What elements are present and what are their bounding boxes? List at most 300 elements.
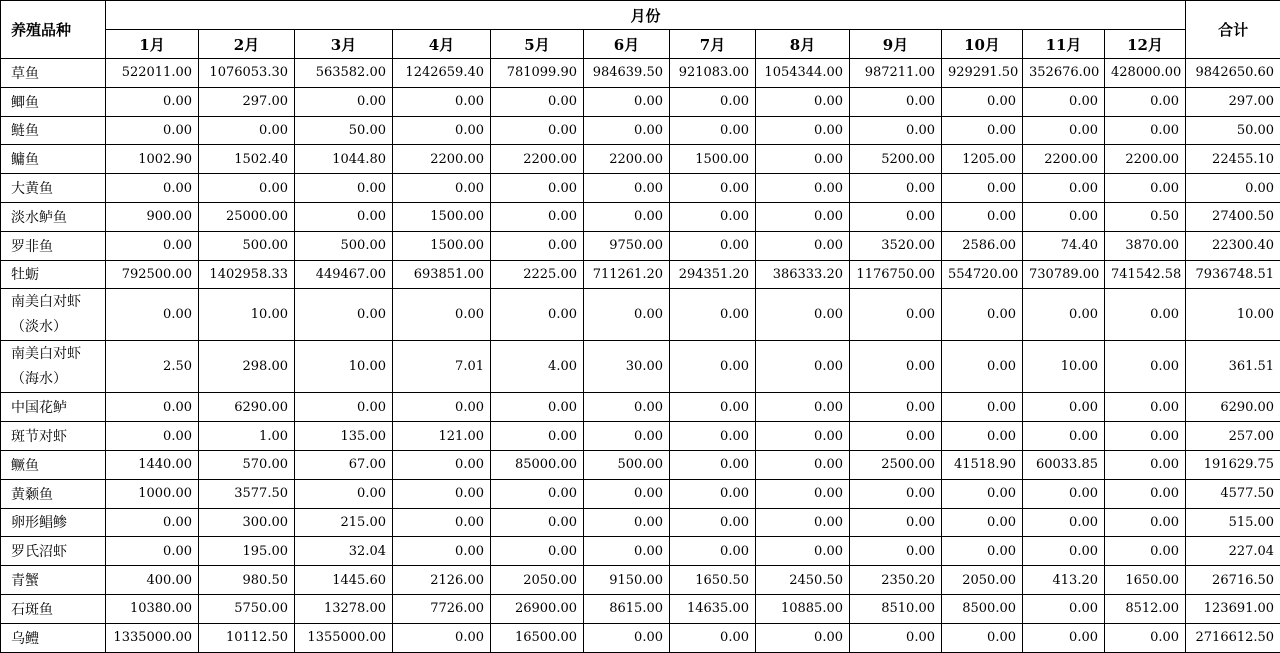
variety-name: 草鱼 — [1, 59, 106, 88]
month-value: 298.00 — [199, 341, 295, 393]
header-month-9: 9月 — [850, 30, 942, 59]
month-value: 8500.00 — [942, 594, 1023, 623]
month-value: 2200.00 — [393, 145, 491, 174]
month-value: 1044.80 — [295, 145, 393, 174]
table-row — [1, 594, 1280, 623]
month-value: 2500.00 — [850, 450, 942, 479]
month-value: 1650.50 — [670, 566, 756, 595]
month-value: 0.00 — [393, 116, 491, 145]
month-value: 25000.00 — [199, 202, 295, 231]
month-value: 0.00 — [584, 508, 670, 537]
month-value: 0.00 — [199, 116, 295, 145]
month-value: 0.00 — [584, 87, 670, 116]
month-value: 67.00 — [295, 450, 393, 479]
header-month-group: 月份 — [106, 1, 1186, 30]
header-month-2: 2月 — [199, 30, 295, 59]
month-value: 2126.00 — [393, 566, 491, 595]
month-value: 0.00 — [584, 202, 670, 231]
month-value: 0.00 — [1023, 289, 1105, 341]
month-value: 0.00 — [106, 393, 199, 422]
month-value: 10112.50 — [199, 623, 295, 652]
month-value: 0.00 — [756, 450, 850, 479]
month-value: 3577.50 — [199, 479, 295, 508]
variety-name: 石斑鱼 — [1, 594, 106, 623]
month-value: 0.00 — [756, 479, 850, 508]
month-value: 0.00 — [756, 341, 850, 393]
month-value: 0.00 — [393, 479, 491, 508]
month-value: 0.00 — [491, 116, 584, 145]
month-value: 0.00 — [393, 289, 491, 341]
month-value: 41518.90 — [942, 450, 1023, 479]
month-value: 0.00 — [942, 116, 1023, 145]
month-value: 0.00 — [1023, 537, 1105, 566]
month-value: 522011.00 — [106, 59, 199, 88]
month-value: 1650.00 — [1105, 566, 1186, 595]
month-value: 0.00 — [491, 508, 584, 537]
month-value: 0.00 — [1105, 116, 1186, 145]
month-value: 0.00 — [1023, 87, 1105, 116]
month-value: 0.00 — [393, 174, 491, 203]
month-value: 0.00 — [670, 341, 756, 393]
month-value: 0.00 — [106, 422, 199, 451]
month-value: 0.00 — [491, 537, 584, 566]
row-total: 9842650.60 — [1186, 59, 1280, 88]
month-value: 0.00 — [584, 116, 670, 145]
table-row — [1, 341, 1280, 393]
month-value: 0.00 — [756, 145, 850, 174]
month-value: 0.00 — [850, 174, 942, 203]
table-row — [1, 231, 1280, 260]
month-value: 14635.00 — [670, 594, 756, 623]
month-value: 352676.00 — [1023, 59, 1105, 88]
month-value: 0.00 — [670, 116, 756, 145]
row-total: 361.51 — [1186, 341, 1280, 393]
month-value: 0.00 — [106, 537, 199, 566]
table-row — [1, 479, 1280, 508]
month-value: 0.00 — [1023, 422, 1105, 451]
header-month-3: 3月 — [295, 30, 393, 59]
month-value: 0.00 — [393, 623, 491, 652]
month-value: 0.00 — [670, 393, 756, 422]
table-row — [1, 623, 1280, 652]
month-value: 0.00 — [584, 289, 670, 341]
header-total: 合计 — [1186, 1, 1280, 59]
month-value: 0.00 — [756, 422, 850, 451]
month-value: 0.00 — [1105, 508, 1186, 537]
month-value: 0.00 — [1105, 450, 1186, 479]
month-value: 987211.00 — [850, 59, 942, 88]
month-value: 0.00 — [670, 537, 756, 566]
month-value: 5200.00 — [850, 145, 942, 174]
month-value: 1002.90 — [106, 145, 199, 174]
month-value: 0.00 — [756, 87, 850, 116]
month-value: 7.01 — [393, 341, 491, 393]
month-value: 13278.00 — [295, 594, 393, 623]
month-value: 900.00 — [106, 202, 199, 231]
month-value: 0.00 — [756, 116, 850, 145]
month-value: 0.00 — [584, 422, 670, 451]
month-value: 0.00 — [942, 623, 1023, 652]
month-value: 0.00 — [491, 393, 584, 422]
month-value: 215.00 — [295, 508, 393, 537]
month-value: 16500.00 — [491, 623, 584, 652]
month-value: 2050.00 — [491, 566, 584, 595]
month-value: 1335000.00 — [106, 623, 199, 652]
row-total: 2716612.50 — [1186, 623, 1280, 652]
month-value: 0.00 — [106, 289, 199, 341]
month-value: 30.00 — [584, 341, 670, 393]
month-value: 1440.00 — [106, 450, 199, 479]
month-value: 0.00 — [199, 174, 295, 203]
variety-name: 罗非鱼 — [1, 231, 106, 260]
month-value: 0.00 — [295, 289, 393, 341]
month-value: 2050.00 — [942, 566, 1023, 595]
month-value: 9150.00 — [584, 566, 670, 595]
month-value: 0.00 — [295, 479, 393, 508]
month-value: 563582.00 — [295, 59, 393, 88]
month-value: 1242659.40 — [393, 59, 491, 88]
month-value: 0.00 — [942, 202, 1023, 231]
month-value: 0.00 — [670, 508, 756, 537]
month-value: 85000.00 — [491, 450, 584, 479]
variety-name-line1: 南美白对虾 — [11, 290, 99, 315]
month-value: 0.00 — [491, 202, 584, 231]
table-row — [1, 145, 1280, 174]
month-value: 0.00 — [584, 479, 670, 508]
month-value: 7726.00 — [393, 594, 491, 623]
variety-name: 淡水鲈鱼 — [1, 202, 106, 231]
month-value: 0.00 — [670, 87, 756, 116]
table-row — [1, 422, 1280, 451]
row-total: 7936748.51 — [1186, 260, 1280, 289]
variety-name: 牡蛎 — [1, 260, 106, 289]
row-total: 22455.10 — [1186, 145, 1280, 174]
month-value: 0.00 — [584, 623, 670, 652]
month-value: 0.00 — [584, 174, 670, 203]
month-value: 570.00 — [199, 450, 295, 479]
month-value: 0.00 — [1023, 174, 1105, 203]
month-value: 500.00 — [295, 231, 393, 260]
month-value: 0.00 — [670, 450, 756, 479]
month-value: 0.00 — [1023, 393, 1105, 422]
month-value: 0.00 — [491, 174, 584, 203]
row-total: 515.00 — [1186, 508, 1280, 537]
month-value: 1445.60 — [295, 566, 393, 595]
month-value: 2350.20 — [850, 566, 942, 595]
month-value: 0.00 — [942, 537, 1023, 566]
table-body — [1, 59, 1280, 653]
month-value: 0.00 — [942, 393, 1023, 422]
month-value: 1205.00 — [942, 145, 1023, 174]
variety-name: 罗氏沼虾 — [1, 537, 106, 566]
month-value: 0.00 — [670, 202, 756, 231]
month-value: 9750.00 — [584, 231, 670, 260]
header-variety: 养殖品种 — [1, 1, 106, 59]
variety-name: 斑节对虾 — [1, 422, 106, 451]
month-value: 0.00 — [850, 422, 942, 451]
month-value: 297.00 — [199, 87, 295, 116]
month-value: 0.00 — [393, 450, 491, 479]
month-value: 0.00 — [1105, 289, 1186, 341]
month-value: 1500.00 — [393, 231, 491, 260]
month-value: 0.00 — [756, 174, 850, 203]
variety-name — [1, 289, 106, 341]
month-value: 0.00 — [670, 174, 756, 203]
month-value: 0.00 — [1105, 422, 1186, 451]
row-total: 257.00 — [1186, 422, 1280, 451]
month-value: 0.00 — [756, 537, 850, 566]
month-value: 10.00 — [199, 289, 295, 341]
month-value: 0.00 — [756, 231, 850, 260]
header-month-7: 7月 — [670, 30, 756, 59]
row-total: 27400.50 — [1186, 202, 1280, 231]
month-value: 1402958.33 — [199, 260, 295, 289]
month-value: 400.00 — [106, 566, 199, 595]
month-value: 0.00 — [393, 508, 491, 537]
month-value: 980.50 — [199, 566, 295, 595]
month-value: 0.00 — [295, 393, 393, 422]
month-value: 26900.00 — [491, 594, 584, 623]
month-value: 0.00 — [942, 479, 1023, 508]
month-value: 2200.00 — [1105, 145, 1186, 174]
month-value: 2225.00 — [491, 260, 584, 289]
table-row — [1, 537, 1280, 566]
header-month-11: 11月 — [1023, 30, 1105, 59]
month-value: 500.00 — [584, 450, 670, 479]
header-month-5: 5月 — [491, 30, 584, 59]
month-value: 2.50 — [106, 341, 199, 393]
month-value: 2450.50 — [756, 566, 850, 595]
month-value: 0.00 — [106, 508, 199, 537]
header-month-10: 10月 — [942, 30, 1023, 59]
month-value: 1502.40 — [199, 145, 295, 174]
month-value: 2586.00 — [942, 231, 1023, 260]
month-value: 1500.00 — [670, 145, 756, 174]
month-value: 32.04 — [295, 537, 393, 566]
row-total: 191629.75 — [1186, 450, 1280, 479]
month-value: 0.00 — [670, 623, 756, 652]
month-value: 929291.50 — [942, 59, 1023, 88]
month-value: 0.00 — [850, 508, 942, 537]
month-value: 8512.00 — [1105, 594, 1186, 623]
month-value: 0.00 — [1105, 393, 1186, 422]
variety-name: 大黄鱼 — [1, 174, 106, 203]
month-value: 741542.58 — [1105, 260, 1186, 289]
month-value: 0.00 — [756, 623, 850, 652]
header-month-8: 8月 — [756, 30, 850, 59]
month-value: 1176750.00 — [850, 260, 942, 289]
variety-name-line2: （海水） — [11, 367, 99, 392]
month-value: 0.00 — [850, 537, 942, 566]
month-value: 3520.00 — [850, 231, 942, 260]
month-value: 0.00 — [942, 422, 1023, 451]
month-value: 0.00 — [106, 231, 199, 260]
table-row — [1, 202, 1280, 231]
month-value: 10.00 — [1023, 341, 1105, 393]
month-value: 1054344.00 — [756, 59, 850, 88]
month-value: 8615.00 — [584, 594, 670, 623]
month-value: 135.00 — [295, 422, 393, 451]
month-value: 0.00 — [756, 508, 850, 537]
month-value: 0.00 — [393, 537, 491, 566]
row-total: 10.00 — [1186, 289, 1280, 341]
month-value: 781099.90 — [491, 59, 584, 88]
month-value: 0.00 — [106, 116, 199, 145]
table-row — [1, 174, 1280, 203]
month-value: 6290.00 — [199, 393, 295, 422]
month-value: 0.00 — [584, 537, 670, 566]
month-value: 0.00 — [942, 289, 1023, 341]
month-value: 10380.00 — [106, 594, 199, 623]
month-value: 0.00 — [850, 393, 942, 422]
table-row — [1, 116, 1280, 145]
month-value: 0.00 — [1105, 537, 1186, 566]
month-value: 0.00 — [670, 231, 756, 260]
month-value: 3870.00 — [1105, 231, 1186, 260]
table-row — [1, 450, 1280, 479]
month-value: 1000.00 — [106, 479, 199, 508]
month-value: 711261.20 — [584, 260, 670, 289]
month-value: 1076053.30 — [199, 59, 295, 88]
month-value: 0.00 — [850, 87, 942, 116]
month-value: 0.00 — [942, 174, 1023, 203]
table-row — [1, 508, 1280, 537]
row-total: 26716.50 — [1186, 566, 1280, 595]
variety-name: 鲫鱼 — [1, 87, 106, 116]
header-month-4: 4月 — [393, 30, 491, 59]
row-total: 50.00 — [1186, 116, 1280, 145]
row-total: 22300.40 — [1186, 231, 1280, 260]
month-value: 921083.00 — [670, 59, 756, 88]
month-value: 5750.00 — [199, 594, 295, 623]
month-value: 0.00 — [295, 87, 393, 116]
month-value: 2200.00 — [491, 145, 584, 174]
month-value: 0.00 — [1023, 594, 1105, 623]
table-row — [1, 289, 1280, 341]
month-value: 60033.85 — [1023, 450, 1105, 479]
month-value: 0.00 — [393, 87, 491, 116]
month-value: 74.40 — [1023, 231, 1105, 260]
table-row — [1, 260, 1280, 289]
month-value: 294351.20 — [670, 260, 756, 289]
month-value: 0.00 — [491, 289, 584, 341]
month-value: 8510.00 — [850, 594, 942, 623]
month-value: 300.00 — [199, 508, 295, 537]
month-value: 0.00 — [942, 87, 1023, 116]
table-row — [1, 87, 1280, 116]
month-value: 10.00 — [295, 341, 393, 393]
row-total: 6290.00 — [1186, 393, 1280, 422]
month-value: 0.00 — [756, 289, 850, 341]
row-total: 297.00 — [1186, 87, 1280, 116]
header-month-6: 6月 — [584, 30, 670, 59]
month-value: 554720.00 — [942, 260, 1023, 289]
month-value: 0.00 — [1023, 623, 1105, 652]
table-row — [1, 566, 1280, 595]
row-total: 4577.50 — [1186, 479, 1280, 508]
header-month-12: 12月 — [1105, 30, 1186, 59]
month-value: 195.00 — [199, 537, 295, 566]
month-value: 0.00 — [491, 422, 584, 451]
variety-name — [1, 341, 106, 393]
month-value: 0.00 — [295, 202, 393, 231]
month-value: 1.00 — [199, 422, 295, 451]
month-value: 0.00 — [1105, 623, 1186, 652]
month-value: 0.00 — [850, 116, 942, 145]
month-value: 0.00 — [756, 202, 850, 231]
month-value: 0.00 — [491, 479, 584, 508]
month-value: 0.00 — [1023, 508, 1105, 537]
month-value: 50.00 — [295, 116, 393, 145]
month-value: 693851.00 — [393, 260, 491, 289]
month-value: 0.00 — [1023, 116, 1105, 145]
month-value: 0.00 — [850, 202, 942, 231]
month-value: 386333.20 — [756, 260, 850, 289]
month-value: 0.00 — [850, 479, 942, 508]
variety-name: 鳙鱼 — [1, 145, 106, 174]
month-value: 0.00 — [850, 341, 942, 393]
month-value: 0.00 — [1105, 341, 1186, 393]
table-row — [1, 59, 1280, 88]
month-value: 0.00 — [756, 393, 850, 422]
variety-name: 乌鳢 — [1, 623, 106, 652]
month-value: 4.00 — [491, 341, 584, 393]
variety-name-line1: 南美白对虾 — [11, 342, 99, 367]
month-value: 0.00 — [106, 174, 199, 203]
month-value: 0.00 — [1023, 202, 1105, 231]
month-value: 1355000.00 — [295, 623, 393, 652]
month-value: 0.00 — [491, 87, 584, 116]
month-value: 0.00 — [295, 174, 393, 203]
month-value: 428000.00 — [1105, 59, 1186, 88]
month-value: 984639.50 — [584, 59, 670, 88]
row-total: 227.04 — [1186, 537, 1280, 566]
variety-name: 卵形鲳鲹 — [1, 508, 106, 537]
row-total: 123691.00 — [1186, 594, 1280, 623]
month-value: 121.00 — [393, 422, 491, 451]
month-value: 1500.00 — [393, 202, 491, 231]
month-value: 0.00 — [1023, 479, 1105, 508]
month-value: 0.00 — [393, 393, 491, 422]
month-header-row — [1, 30, 1280, 59]
month-value: 2200.00 — [584, 145, 670, 174]
variety-name: 中国花鲈 — [1, 393, 106, 422]
month-value: 0.00 — [584, 393, 670, 422]
month-value: 0.00 — [942, 341, 1023, 393]
month-value: 449467.00 — [295, 260, 393, 289]
month-value: 413.20 — [1023, 566, 1105, 595]
month-value: 0.00 — [491, 231, 584, 260]
month-value: 0.00 — [1105, 174, 1186, 203]
month-value: 0.00 — [850, 289, 942, 341]
variety-name: 鲢鱼 — [1, 116, 106, 145]
month-value: 792500.00 — [106, 260, 199, 289]
month-value: 2200.00 — [1023, 145, 1105, 174]
month-value: 500.00 — [199, 231, 295, 260]
variety-name: 黄颡鱼 — [1, 479, 106, 508]
month-value: 730789.00 — [1023, 260, 1105, 289]
month-value: 0.50 — [1105, 202, 1186, 231]
variety-name-line2: （淡水） — [11, 315, 99, 340]
month-value: 0.00 — [106, 87, 199, 116]
variety-name: 青蟹 — [1, 566, 106, 595]
month-value: 0.00 — [1105, 87, 1186, 116]
month-value: 0.00 — [850, 623, 942, 652]
month-value: 0.00 — [670, 289, 756, 341]
month-value: 0.00 — [670, 422, 756, 451]
month-value: 0.00 — [670, 479, 756, 508]
month-value: 0.00 — [942, 508, 1023, 537]
